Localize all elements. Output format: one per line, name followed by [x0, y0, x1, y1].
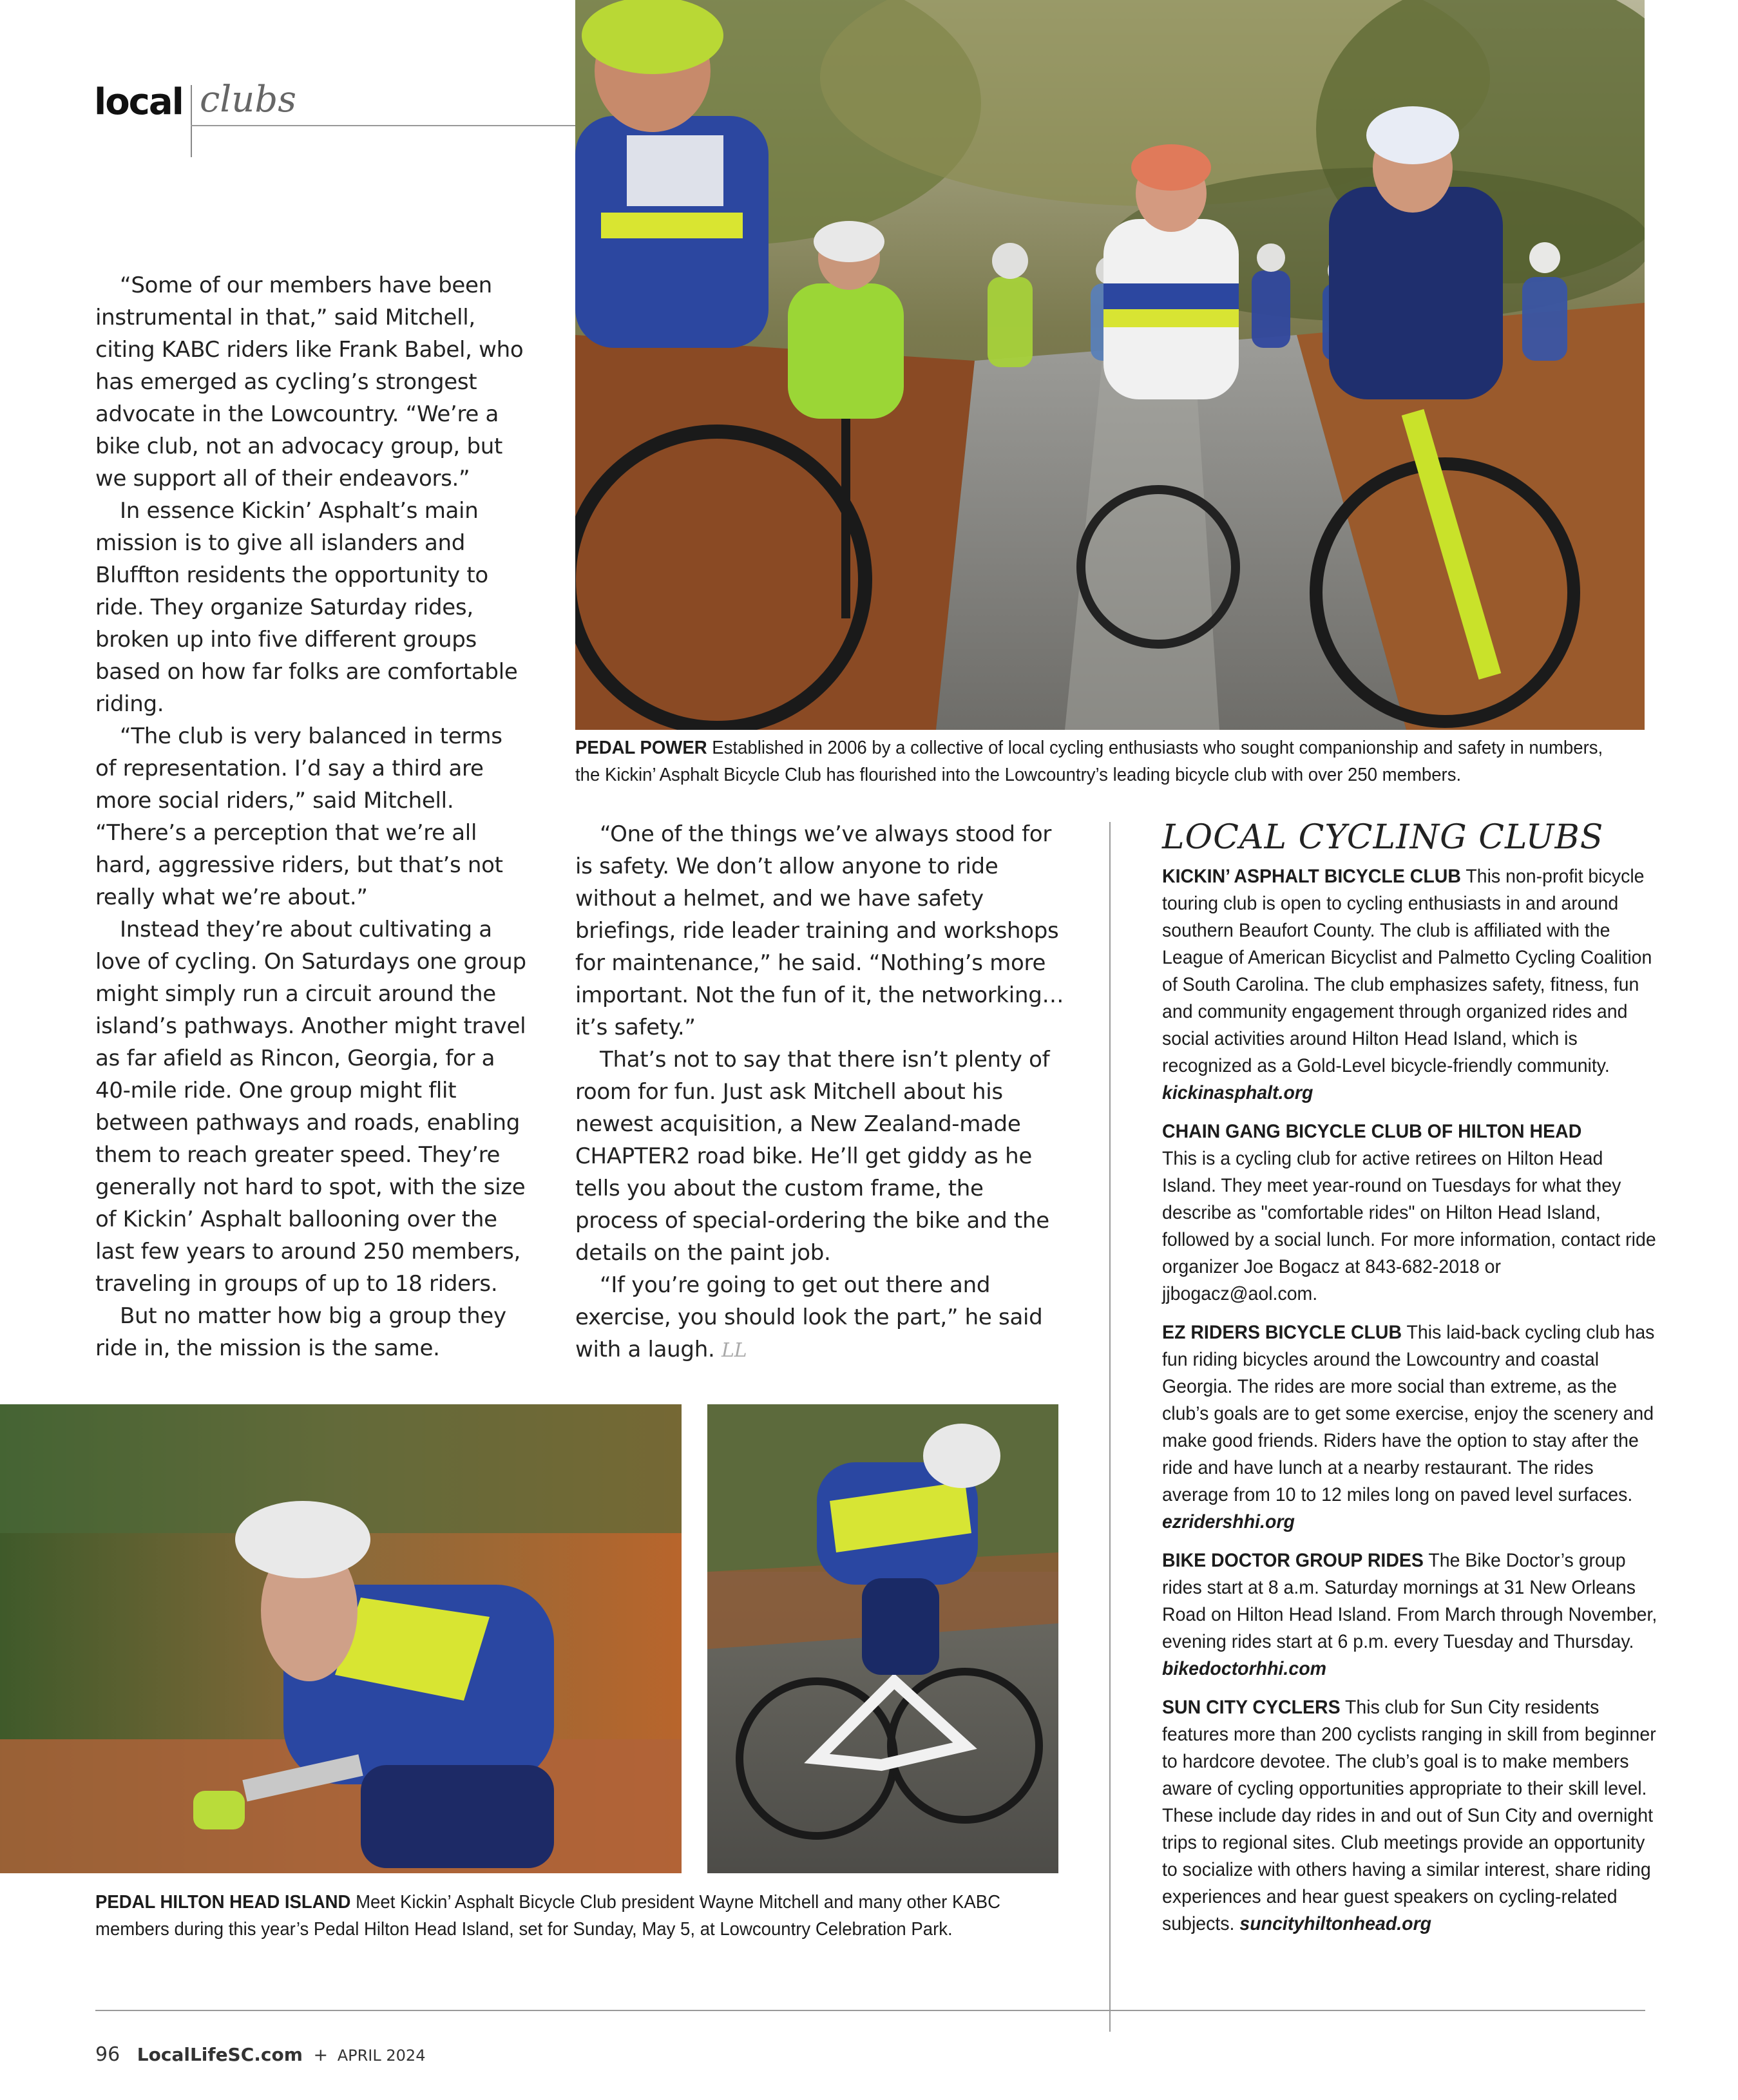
- paragraph: [575, 1269, 1068, 1367]
- club-link[interactable]: kickinasphalt.org: [1162, 1082, 1313, 1103]
- caption-bottom-text: Meet Kickin’ Asphalt Bicycle Club president Wayne Mitchell and many other KABC members during this year’s Pedal Hilton Head Island, set for Sunday, May 5, at Lowcountry Celebration Park.: [95, 1892, 1001, 1940]
- photo-caption-bottom: [95, 1889, 1056, 1943]
- bottom-photo-rider-side: [0, 1404, 682, 1873]
- footer-separator: +: [313, 2045, 329, 2065]
- club-entry: [1162, 1118, 1658, 1308]
- article-column-middle: [575, 818, 1068, 1367]
- subsection-label: clubs: [200, 79, 296, 120]
- club-text: The Bike Doctor’s group rides start at 8 a.m. Saturday mornings at 31 New Orleans Road on Hilton Head Island. From March through November, evening rides start at 6 p.m. every Tuesday and Thursday.: [1162, 1550, 1657, 1652]
- paragraph: In essence Kickin’ Asphalt’s main mission is to give all islanders and Bluffton residents the opportunity to ride. They organize Saturday rides, broken up into five different groups based on how far folks are comfortable riding.: [95, 498, 518, 717]
- club-link[interactable]: ezridershhi.org: [1162, 1511, 1295, 1532]
- bottom-photo-rider-standing: [707, 1404, 1058, 1873]
- club-link[interactable]: suncityhiltonhead.org: [1239, 1913, 1432, 1934]
- club-name: BIKE DOCTOR GROUP RIDES: [1162, 1550, 1424, 1571]
- club-entry: [1162, 1547, 1658, 1683]
- sidebar-divider: [1109, 822, 1111, 2032]
- club-entry: [1162, 1319, 1658, 1536]
- club-text: This is a cycling club for active retirees on Hilton Head Island. They meet year-round on Tuesdays for what they describe as "comfortable rides" on Hilton Head Island, followed by a social lunch. For more information, contact ride organizer Joe Bogacz at 843-682-2018 or jjbogacz@aol.com.: [1162, 1148, 1656, 1304]
- club-name: CHAIN GANG BICYCLE CLUB OF HILTON HEAD: [1162, 1121, 1582, 1142]
- footer-issue: APRIL 2024: [337, 2047, 426, 2065]
- paragraph: Instead they’re about cultivating a love of cycling. On Saturdays one group might simply run a circuit around the island’s pathways. Another might travel as far afield as Rincon, Georgia, for a 40-mile ride. One group might flit between pathways and roads, enabling them to reach greater speed. They’re generally not hard to spot, with the size of Kickin’ Asphalt ballooning over the last few years to around 250 members, traveling in groups of up to 18 riders.: [95, 917, 526, 1297]
- paragraph: “The club is very balanced in terms of representation. I’d say a third are more social riders,” said Mitchell. “There’s a perception that we’re all hard, aggressive riders, but that’s not really what we’re about.”: [95, 723, 503, 910]
- club-name: KICKIN’ ASPHALT BICYCLE CLUB: [1162, 866, 1461, 887]
- caption-top-text: Established in 2006 by a collective of local cycling enthusiasts who sought companionship and safety in numbers, the Kickin’ Asphalt Bicycle Club has flourished into the Lowcountry’s leading bicycle club with over 250 members.: [575, 738, 1603, 785]
- paragraph: But no matter how big a group they ride in, the mission is the same.: [95, 1303, 506, 1361]
- club-name: SUN CITY CYCLERS: [1162, 1697, 1341, 1718]
- caption-bottom-label: PEDAL HILTON HEAD ISLAND: [95, 1892, 351, 1913]
- section-label: local: [94, 81, 183, 123]
- club-text: This club for Sun City residents features more than 200 cyclists ranging in skill from beginner to hardcore devotee. The club’s goal is to make members aware of cycling opportunities appropriate to their skill level. These include day rides in and out of Sun City and overnight trips to regional sites. Club meetings provide an opportunity to socialize with others having a similar interest, share riding experiences and hear guest speakers on cycling-related subjects.: [1162, 1697, 1656, 1934]
- club-text: This non-profit bicycle touring club is open to cycling enthusiasts in and around southern Beaufort County. The club is affiliated with the League of American Bicyclist and Palmetto Cycling Coalition of South Carolina. The club emphasizes safety, fitness, fun and community engagement through organized rides and social activities around Hilton Head Island, which is recognized as a Gold-Level bicycle-friendly community.: [1162, 866, 1652, 1076]
- article-column-left: [95, 269, 527, 1364]
- paragraph: “Some of our members have been instrumental in that,” said Mitchell, citing KABC riders like Frank Babel, who has emerged as cycling’s strongest advocate in the Lowcountry. “We’re a bike club, not an advocacy group, but we support all of their endeavors.”: [95, 272, 524, 492]
- photo-caption-top: [575, 734, 1603, 788]
- club-entry: [1162, 863, 1658, 1107]
- paragraph-text: “If you’re going to get out there and exercise, you should look the part,” he said with a laugh.: [575, 1272, 1043, 1362]
- caption-top-label: PEDAL POWER: [575, 738, 707, 758]
- club-name: EZ RIDERS BICYCLE CLUB: [1162, 1322, 1402, 1343]
- header-divider-vertical: [191, 85, 192, 157]
- paragraph: That’s not to say that there isn’t plenty of room for fun. Just ask Mitchell about his newest acquisition, a New Zealand-made CHAPTER2 road bike. He’ll get giddy as he tells you about the custom frame, the process of special-ordering the bike and the details on the paint job.: [575, 1047, 1050, 1266]
- top-photo-group-ride: [575, 0, 1645, 730]
- footer: [95, 2043, 425, 2066]
- sidebar-cycling-clubs: [1162, 818, 1658, 1949]
- end-mark: LL: [721, 1339, 747, 1362]
- section-header: [94, 77, 584, 161]
- club-text: This laid-back cycling club has fun riding bicycles around the Lowcountry and coastal Georgia. The rides are more social than extreme, as the club’s goals are to get some exercise, enjoy the scenery and make good friends. Riders have the option to stay after the ride and have lunch at a nearby restaurant. The rides average from 10 to 12 miles long on paved level surfaces.: [1162, 1322, 1655, 1505]
- footer-site[interactable]: LocalLifeSC.com: [137, 2044, 303, 2065]
- page-number: 96: [95, 2043, 120, 2066]
- club-link[interactable]: bikedoctorhhi.com: [1162, 1658, 1326, 1679]
- paragraph: “One of the things we’ve always stood for is safety. We don’t allow anyone to ride without a helmet, and we have safety briefings, ride leader training and workshops for maintenance,” he said. “Nothing’s more important. Not the fun of it, the networking… it’s safety.”: [575, 821, 1064, 1040]
- footer-rule: [95, 2010, 1645, 2011]
- sidebar-title: LOCAL CYCLING CLUBS: [1162, 818, 1604, 857]
- club-entry: [1162, 1694, 1658, 1938]
